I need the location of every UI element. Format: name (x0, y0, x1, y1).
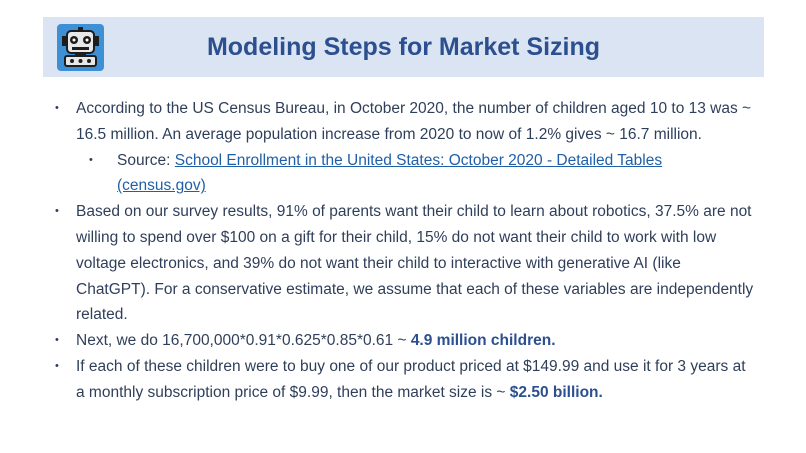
list-item (55, 328, 755, 354)
bullet-text: If each of these children were to buy one of our product priced at $149.99 and use it for 3 years at a monthly subscription price of $9.99, then the market size is ~ (76, 357, 746, 401)
list-item (55, 199, 755, 328)
page-title: Modeling Steps for Market Sizing (206, 33, 601, 61)
market-size-value: $2.50 billion. (509, 383, 603, 401)
bullet-list (55, 96, 755, 406)
bullet-dot: • (55, 102, 59, 114)
bullet-dot: • (55, 359, 59, 372)
children-estimate: 4.9 million children. (410, 332, 556, 350)
list-item-source (55, 148, 755, 200)
census-source-link[interactable]: School Enrollment in the United States: October 2020 - Detailed Tables (census.gov) (117, 151, 663, 195)
bullet-dot: • (55, 205, 59, 218)
list-item (55, 96, 755, 148)
list-item (55, 354, 755, 406)
bullet-dot: • (89, 153, 93, 166)
bullet-text: Based on our survey results, 91% of parents want their child to learn about robotics, 37.5% are not willing to spend over $100 on a gift for their child, 15% do not want their child to work with low voltage electronics, and 39% do not want their child to interactive with generative AI (like ChatGPT). For a conservative estimate, we assume that each of these variables are independently related. (76, 203, 754, 324)
bullet-dot: • (55, 334, 59, 347)
source-label: Source: (117, 151, 175, 169)
bullet-text: According to the US Census Bureau, in October 2020, the number of children aged 10 to 13 was ~ 16.5 million. An average population increase from 2020 to now of 1.2% gives ~ 16.7 million. (76, 100, 752, 143)
bullet-text: Next, we do 16,700,000*0.91*0.625*0.85*0.61 ~ (76, 332, 411, 350)
title-bar (43, 17, 764, 77)
